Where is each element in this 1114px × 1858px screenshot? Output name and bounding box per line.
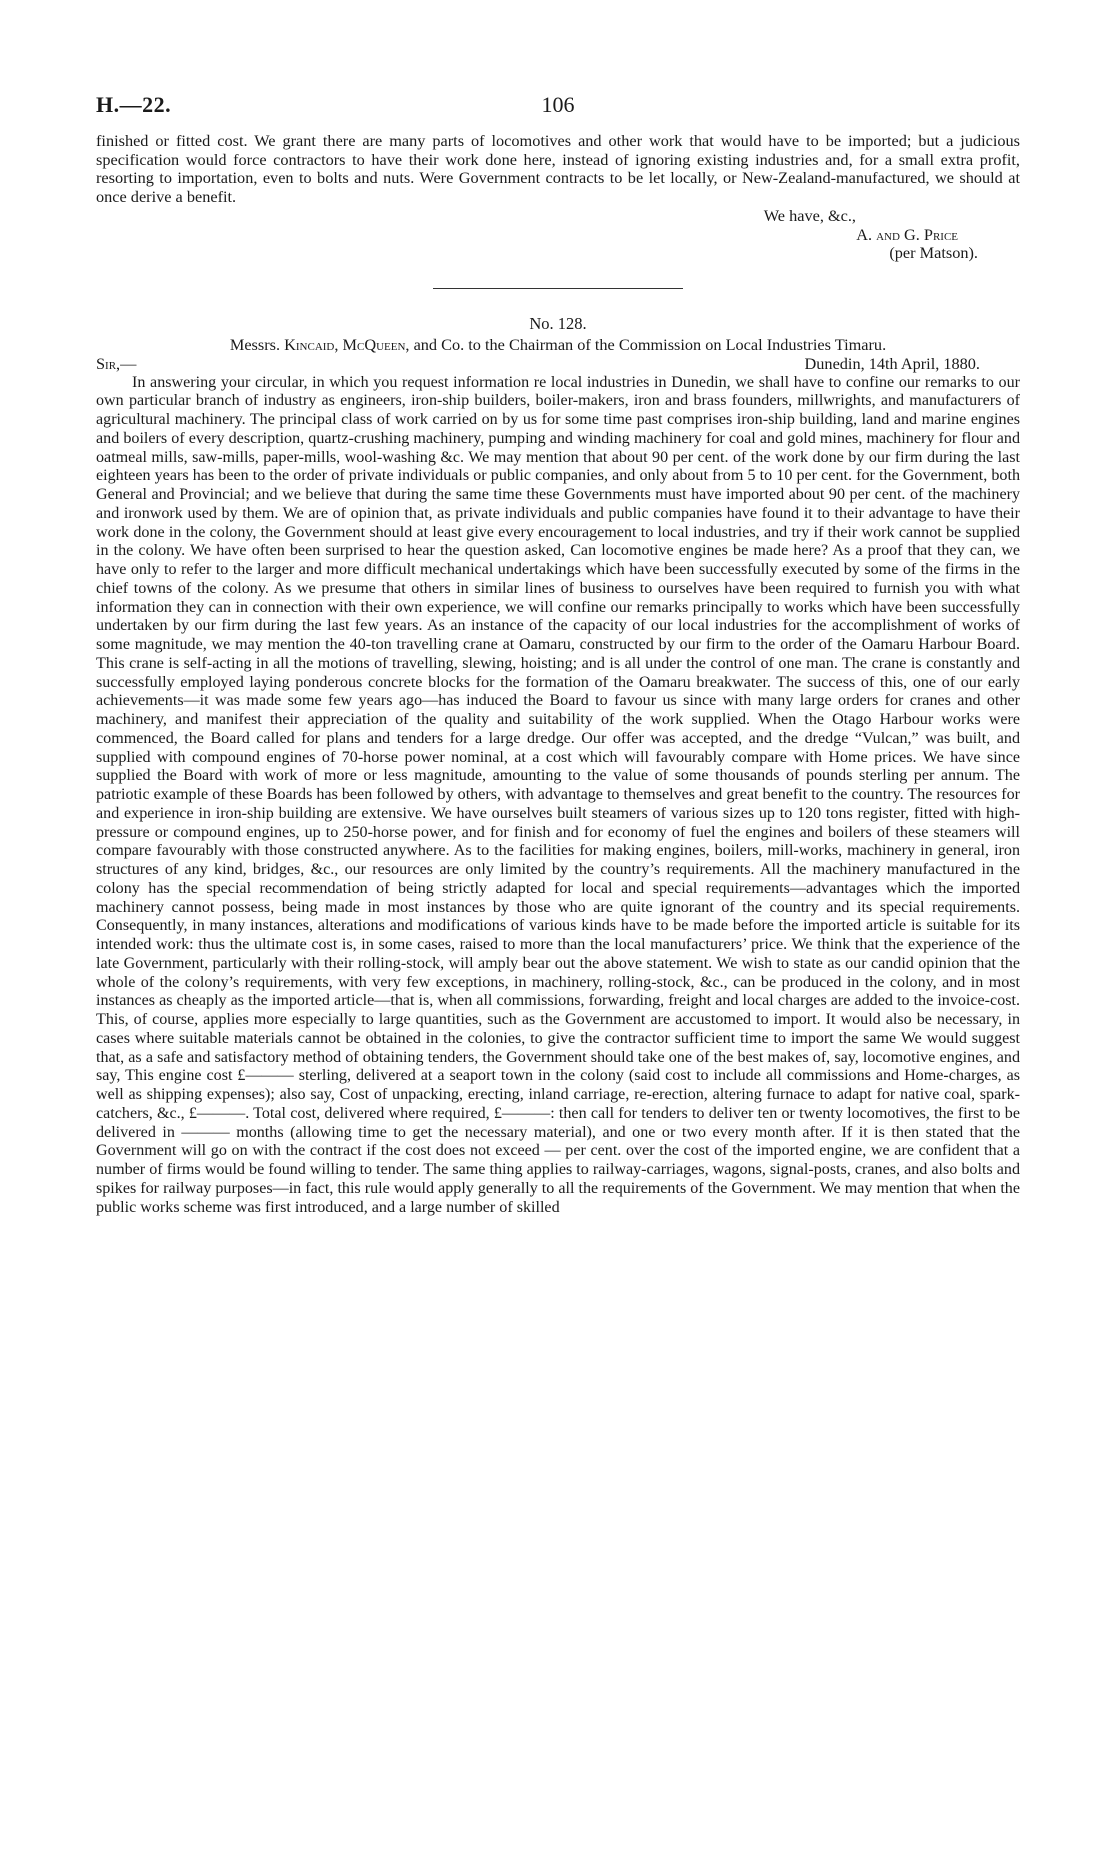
letter-body: In answering your circular, in which you request information re local industries in Dunedin, we shall have to confine our remarks to our own particular branch of industry as engineers, iron-ship builders, boiler-makers, iron and brass founders, millwrights, and manufacturers of agricultural machinery. The principal class of work carried on by us for some time past comprises iron-ship building, land and marine engines and boilers of every description, quartz-crushing machinery, pumping and winding machinery for coal and gold mines, machinery for flour and oatmeal mills, saw-mills, paper-mills, wool-washing &c. We may mention that about 90 per cent. of the work done by our firm during the last eighteen years has been to the order of private individuals or public companies, and only about from 5 to 10 per cent. for the Government, both General and Provincial; and we believe that during the same time these Governments must have imported about 90 per cent. of the machinery and ironwork used by them. We are of opinion that, as private individuals and public companies have found it to their advantage to have their work done in the colony, the Government should at least give every encouragement to local industries, and try if their work cannot be supplied in the colony. We have often been surprised to hear the question asked, Can locomotive engines be made here? As a proof that they can, we have only to refer to the larger and more difficult mechanical undertakings which have been successfully executed by some of the firms in the chief towns of the colony. As we presume that others in similar lines of business to ourselves have been required to furnish you with what information they can in connection with their own experience, we will confine our remarks principally to works which have been successfully undertaken by our firm during the last few years. As an instance of the capacity of our local industries for the accomplishment of works of some magnitude, we may mention the 40-ton travelling crane at Oamaru, constructed by our firm to the order of the Oamaru Harbour Board. This crane is self-acting in all the motions of travelling, slewing, hoisting; and is all under the control of one man. The crane is constantly and successfully employed laying ponderous concrete blocks for the formation of the Oamaru breakwater. The success of this, one of our early achievements—it was made some few years ago—has induced the Board to favour us since with many large orders for cranes and other machinery, and manifest their appreciation of the quality and suitability of the work supplied. When the Otago Harbour works were commenced, the Board called for plans and tenders for a large dredge. Our offer was accepted, and the dredge “Vulcan,” was built, and supplied with compound engines of 70-horse power nominal, at a cost which will favourably compare with Home prices. We have since supplied the Board with work of more or less magnitude, amounting to the value of some thousands of pounds sterling per annum. The patriotic example of these Boards has been followed by others, with advantage to themselves and great benefit to the country. The resources for and experience in iron-ship building are extensive. We have ourselves built steamers of various sizes up to 120 tons register, fitted with high-pressure or compound engines, up to 250-horse power, and for finish and for economy of fuel the engines and boilers of these steamers will compare favourably with those constructed anywhere. As to the facilities for making engines, boilers, mill-works, machinery in general, iron structures of any kind, bridges, &c., our resources are only limited by the country’s requirements. All the machinery manufactured in the colony has the special recommendation of being strictly adapted for local and special requirements—advantages which the imported machinery cannot possess, being made in most instances by those who are quite ignorant of the country and its special requirements. Consequently, in many instances, alterations and modifications of various kinds have to be made before the imported article is suitable for its intended work: thus the ultimate cost is, in some cases, raised to more than the local manufacturers’ price. We think that the experience of the late Government, particularly with their rolling-stock, will amply bear out the above statement. We wish to state as our candid opinion that the whole of the colony’s requirements, with very few exceptions, in machinery, rolling-stock, &c., can be produced in the colony, and in most instances as cheaply as the imported article—that is, when all commissions, forwarding, freight and local charges are added to the invoice-cost. This, of course, applies more especially to large quantities, such as the Government are accustomed to import. It would also be necessary, in cases where suitable materials cannot be obtained in the colonies, to give the contractor sufficient time to import the same We would suggest that, as a safe and satisfactory method of obtaining tenders, the Government should take one of the best makes of, say, locomotive engines, and say, This engine cost £——— sterling, delivered at a seaport town in the colony (said cost to include all commissions and Home-charges, as well as shipping expenses); also say, Cost of unpacking, erecting, inland carriage, re-erection, altering furnace to adapt for native coal, spark-catchers, &c., £———. Total cost, delivered where required, £———: then call for tenders to deliver ten or twenty locomotives, the first to be delivered in ——— months (allowing time to get the necessary material), and one or two every month after. If it is then stated that the Government will go on with the contract if the cost does not exceed — per cent. over the cost of the imported engine, we are confident that a number of firms would be found willing to tender. The same thing applies to railway-carriages, wagons, signal-posts, cranes, and also bolts and spikes for railway purposes—in fact, this rule would apply generally to all the requirements of the Government. We may mention that when the public works scheme was first introduced, and a large number of skilled — [96, 373, 1020, 1216]
dateline: Dunedin, 14th April, 1880. — [804, 353, 980, 373]
address-rest: and Co. to the Chairman of the Commission on Local Industries Timaru. — [409, 334, 887, 354]
document-reference: H.—22. — [96, 92, 172, 117]
continued-letter-text: finished or fitted cost. We grant there are many parts of locomotives and other work that would have to be imported; but a judicious specification would force contractors to have their work done here, instead of ignoring existing industries and, for a small extra profit, resorting to importation, even to bolts and nuts. Were Government contracts to be let locally, or New-Zealand-manufactured, we should at once derive a benefit. — [96, 131, 1020, 207]
letter-number: No. 128. — [529, 313, 587, 333]
page-header — [96, 92, 1020, 132]
document-page — [96, 92, 1020, 1217]
salutation-row — [96, 355, 1020, 374]
signature-name: A. and G. Price — [856, 224, 958, 244]
section-divider — [433, 288, 683, 289]
salutation: Sir,— — [96, 353, 137, 373]
letter-address — [96, 336, 1020, 355]
signature-note: (per Matson). — [889, 243, 978, 263]
sender-names: Kincaid, McQueen, — [284, 334, 410, 354]
address-prefix: Messrs. — [229, 334, 285, 354]
letter-closing: We have, &c., — [763, 205, 856, 225]
page-number: 106 — [541, 92, 575, 117]
